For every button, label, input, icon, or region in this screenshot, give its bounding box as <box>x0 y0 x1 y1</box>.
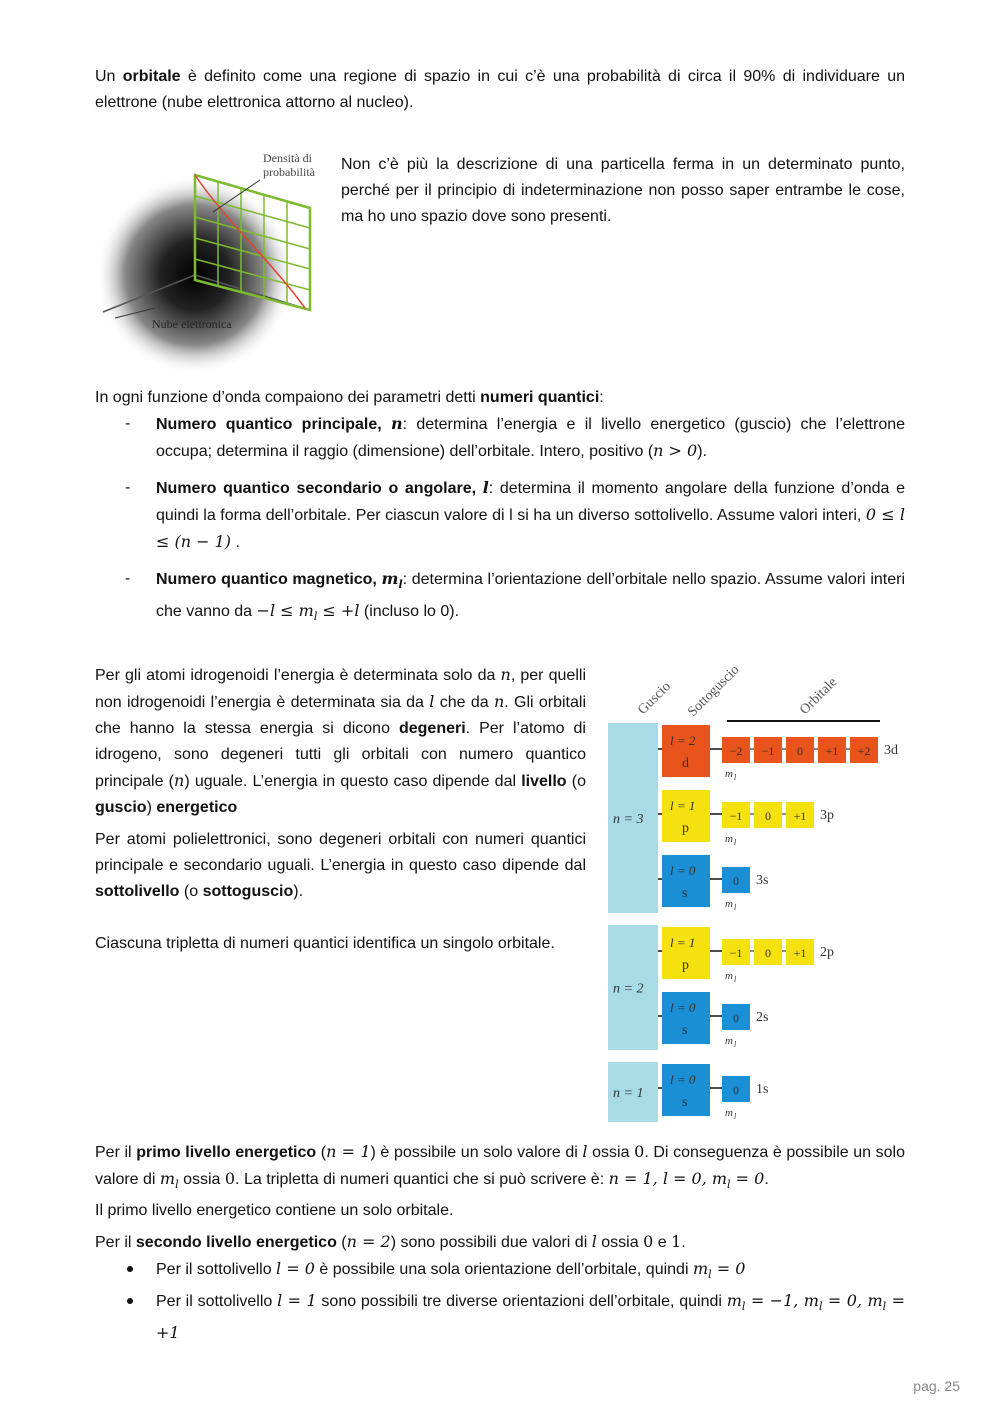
header-guscio: Guscio <box>635 679 674 718</box>
orbital-name: 2p <box>820 945 834 960</box>
orbital-name: 2s <box>756 1010 769 1025</box>
subshell-letter: p <box>682 821 689 836</box>
degenerate-paragraph-2: Per atomi polielettronici, sono degeneri orbitali con numeri quantici principale e secondario uguali. L’energia in questo caso dipende dal sottolivello (o sottoguscio). <box>95 831 586 900</box>
subshell-letter: d <box>682 756 689 771</box>
label-density-2: probabilità <box>263 165 315 179</box>
subshell-letter: s <box>682 1023 688 1038</box>
shell-label: n = 1 <box>613 1086 644 1101</box>
ml-value: 0 <box>733 1083 739 1097</box>
ml-value: 0 <box>733 874 739 888</box>
ml-label: m <box>725 1107 733 1119</box>
quantum-lead: In ogni funzione d’onda compaiono dei parametri detti numeri quantici: <box>95 389 604 406</box>
page-number: pag. 25 <box>913 1378 960 1394</box>
ml-label-sub: l <box>734 1112 737 1121</box>
ml-label-sub: l <box>734 975 737 984</box>
ml-value: 0 <box>765 946 771 960</box>
orbital-name: 1s <box>756 1082 769 1097</box>
subshell-l-label: l = 1 <box>670 798 696 813</box>
label-cloud: Nube elettronica <box>152 317 232 331</box>
term-orbitale: orbitale <box>122 68 181 85</box>
subshell-l-label: l = 0 <box>670 1000 696 1015</box>
ml-value: +1 <box>825 744 839 758</box>
ml-value: 0 <box>733 1011 739 1025</box>
ml-value: 0 <box>797 744 803 758</box>
degenerate-paragraph-1: Per gli atomi idrogenoidi l’energia è determinata solo da n, per quelli non idrogenoidi l’energia è determinata sia da l che da n. Gli orbitali che hanno la stessa energia si dicono degeneri. Per l’atomo di idrogeno, sono degeneri tutti gli orbitali con numero quantico principale (n) uguale. L’energia in questo caso dipende dal livello (o guscio) energetico <box>95 665 587 816</box>
ml-value: 0 <box>765 809 771 823</box>
ml-label: m <box>725 833 733 845</box>
second-level-paragraph: Per il secondo livello energetico (n = 2) sono possibili due valori di l ossia 0 e 1. <box>95 1232 686 1251</box>
ml-value: −1 <box>729 809 743 823</box>
orbital-name: 3p <box>820 808 834 823</box>
quantum-numbers-list <box>95 411 905 640</box>
ml-label: m <box>725 898 733 910</box>
ml-value: +1 <box>793 809 807 823</box>
header-orbitale: Orbitale <box>797 674 841 718</box>
orbital-name: 3s <box>756 873 769 888</box>
orbital-name: 3d <box>884 743 898 758</box>
ml-label: m <box>725 768 733 780</box>
ml-value: −2 <box>729 744 743 758</box>
shell-label: n = 2 <box>613 981 644 997</box>
ml-value: −1 <box>761 744 775 758</box>
ml-label-sub: l <box>734 903 737 912</box>
subshell-letter: p <box>682 958 689 973</box>
label-density-1: Densità di <box>263 151 312 165</box>
ml-label-sub: l <box>734 838 737 847</box>
header-sottoguscio: Sottoguscio <box>685 662 743 720</box>
subshell-letter: s <box>682 886 688 901</box>
description-paragraph: Non c’è più la descrizione di una particella ferma in un determinato punto, perché per il principio di indeterminazione non posso saper entrambe le cose, ma ho uno spazio dove sono presenti. <box>341 156 905 225</box>
ml-label: m <box>725 1035 733 1047</box>
electron-cloud-figure <box>95 140 335 375</box>
list-item-magnetic: - Numero quantico magnetico, $m_l$: determina l’orientazione dell’orbitale nello spazio. Assume valori interi che vanno da $-l \le m_l \le +l$ (incluso lo 0). <box>125 569 905 624</box>
subshell-letter: s <box>682 1095 688 1110</box>
bullet-l1: Per il sottolivello l = 1 sono possibili tre diverse orientazioni dell’orbitale, quindi $m_l = -1$, $m_l = 0$, $m_l = +1$ <box>95 1288 905 1347</box>
second-level-bullets <box>95 1256 905 1347</box>
ml-value: −1 <box>729 946 743 960</box>
subshell-l-label: l = 1 <box>670 935 696 950</box>
ml-value: +1 <box>793 946 807 960</box>
ml-label-sub: l <box>734 1040 737 1049</box>
triplet-paragraph: Ciascuna tripletta di numeri quantici identifica un singolo orbitale. <box>95 935 555 952</box>
first-level-paragraph: Per il primo livello energetico (n = 1) è possibile un solo valore di l ossia 0. Di conseguenza è possibile un solo valore di $m_l$ ossia 0. La tripletta di numeri quantici che si può scrivere è: n = 1, l = 0, $m_l = 0$. Il primo livello energetico contiene un solo orbitale. <box>95 1142 906 1220</box>
subshell-l-label: l = 0 <box>670 863 696 878</box>
bullet-l0: Per il sottolivello l = 0 è possibile una sola orientazione dell’orbitale, quindi $m_l = 0$ <box>95 1256 905 1288</box>
shell-label: n = 3 <box>613 812 644 827</box>
intro-paragraph: Un orbitale è definito come una regione di spazio in cui c’è una probabilità di circa il 90% di individuare un elettrone (nube elettronica attorno al nucleo). <box>95 68 905 111</box>
list-item-angular: - Numero quantico secondario o angolare, l: determina il momento angolare della funzione d’onda e quindi la forma dell’orbitale. Per ciascun valore di l si ha un diverso sottolivello. Assume valori interi, 0 ≤ l ≤ (n − 1) . <box>125 478 906 551</box>
subshell-l-label: l = 0 <box>670 1072 696 1087</box>
ml-label-sub: l <box>734 773 737 782</box>
ml-value: +2 <box>857 744 871 758</box>
shell-diagram <box>605 655 905 1121</box>
subshell-l-label: l = 2 <box>670 733 696 748</box>
ml-label: m <box>725 970 733 982</box>
list-item-principal: - Numero quantico principale, n: determina l’energia e il livello energetico (guscio) che l’elettrone occupa; determina il raggio (dimensione) dell’orbitale. Intero, positivo (n > 0). <box>125 414 906 460</box>
